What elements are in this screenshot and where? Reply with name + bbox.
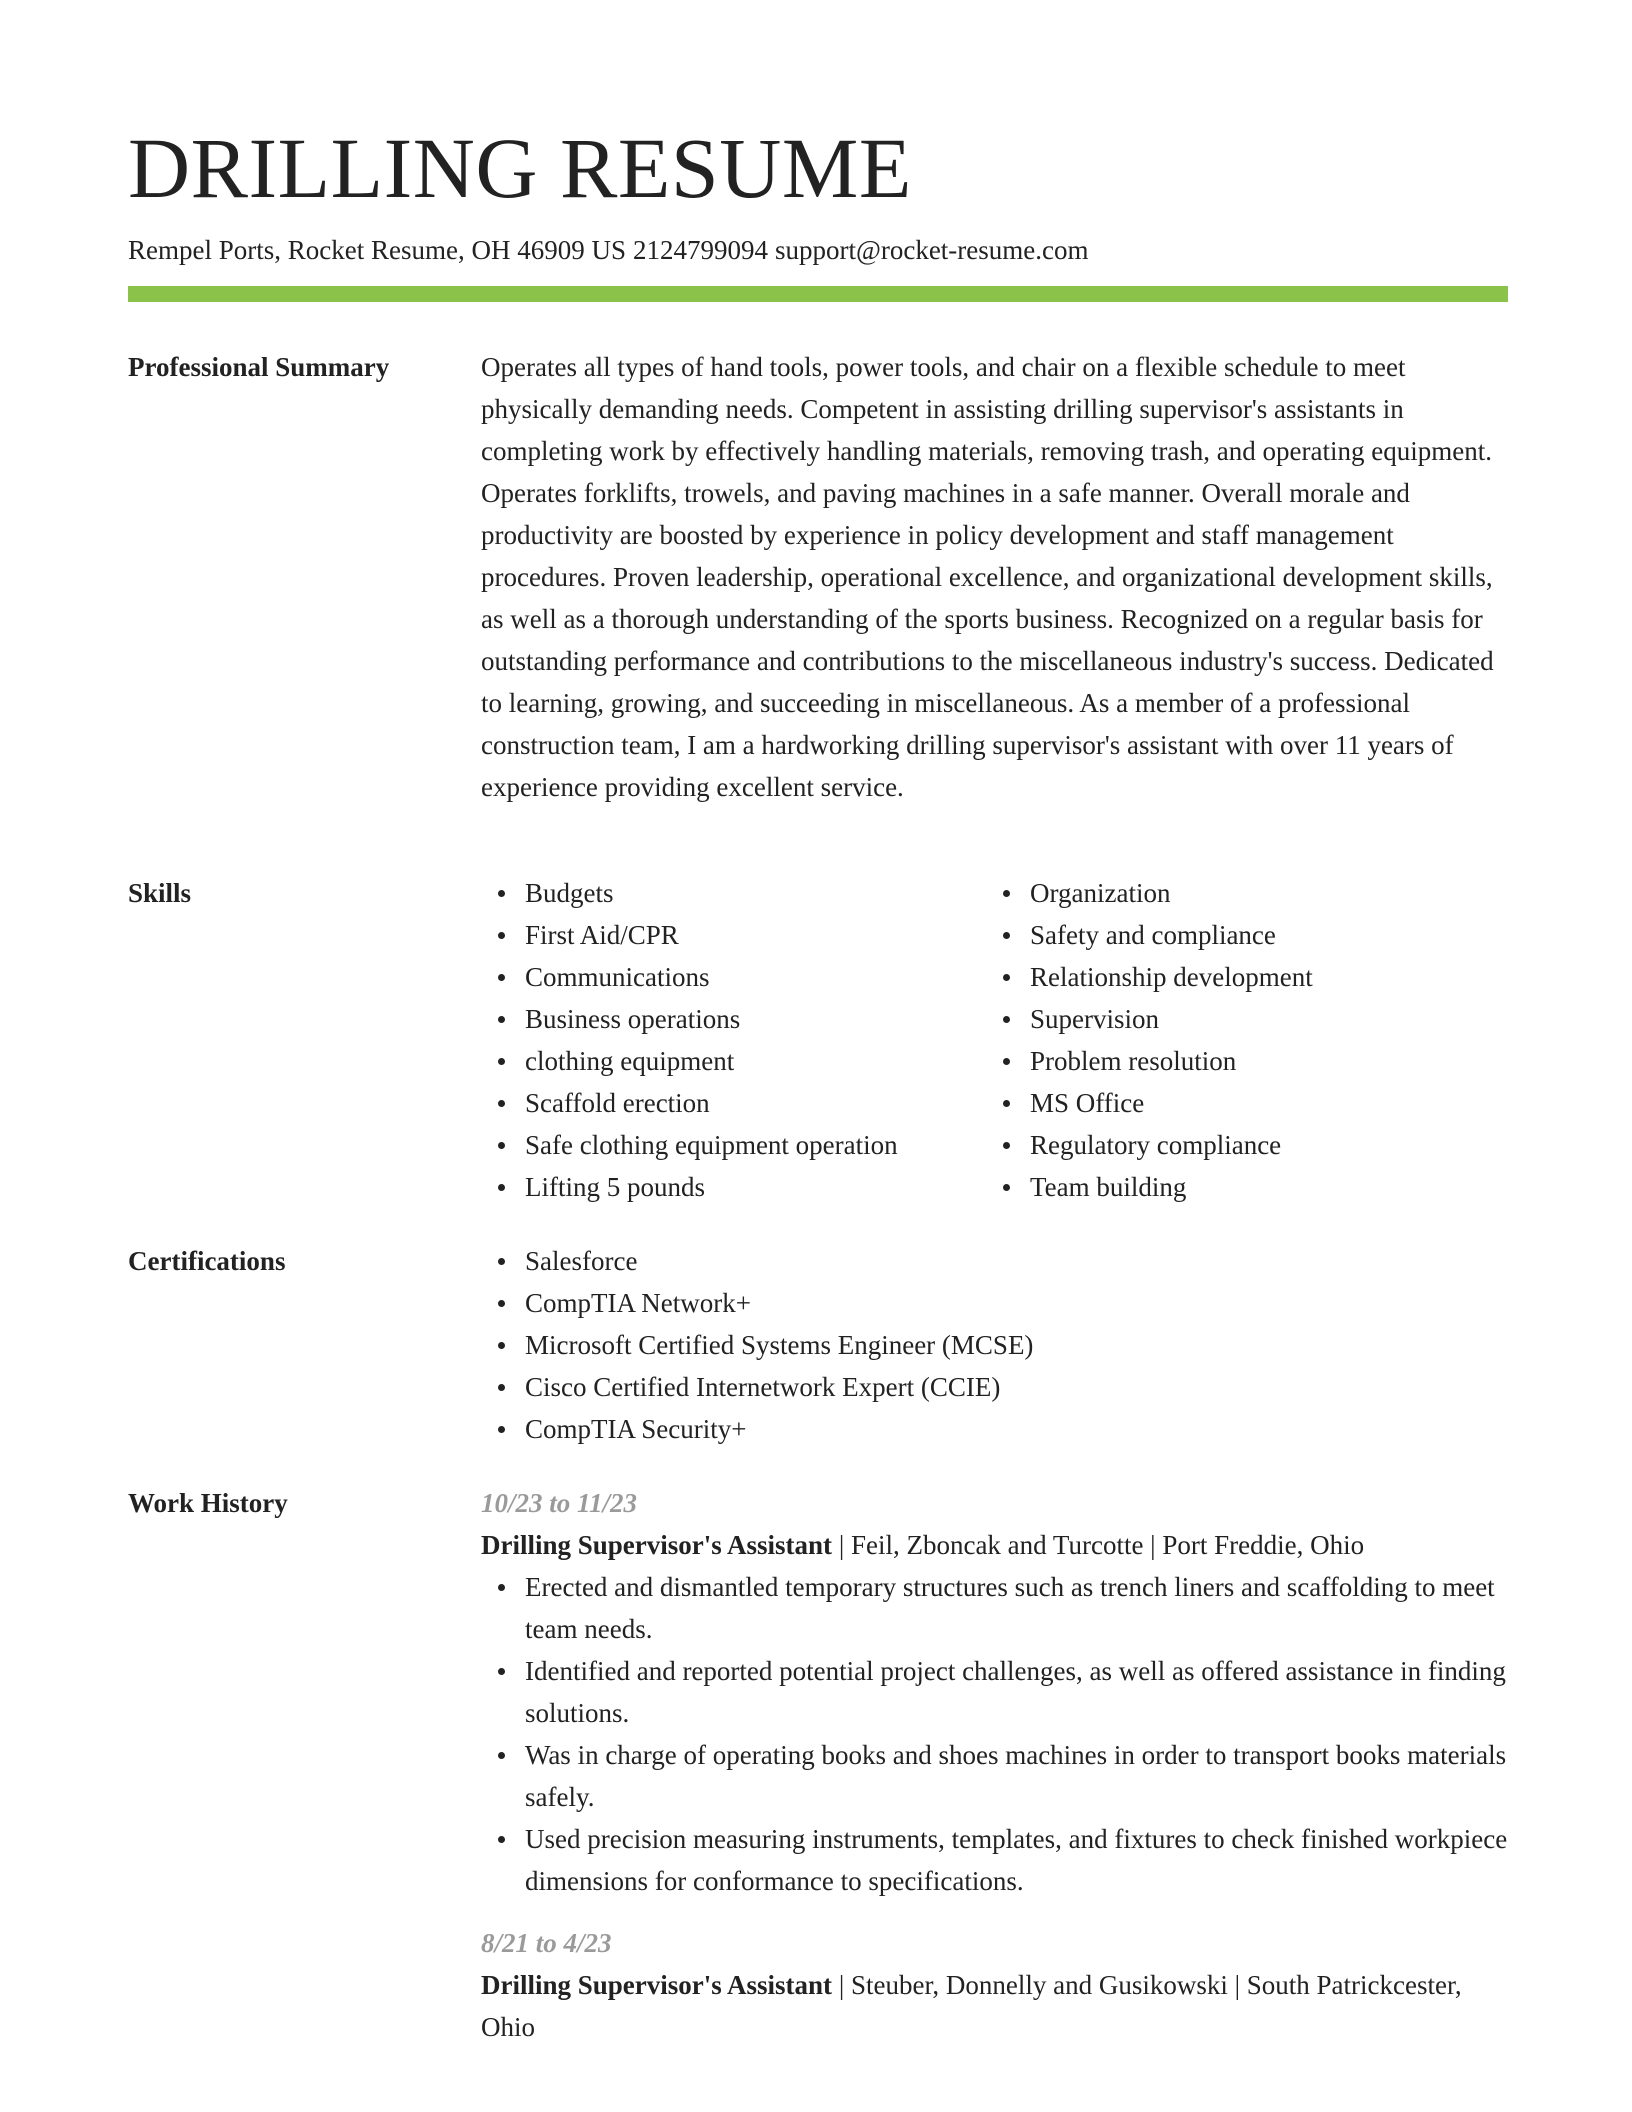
certifications-list (481, 1240, 1508, 1450)
job-duty-item: Identified and reported potential project challenges, as well as offered assistance in finding solutions. (525, 1650, 1508, 1734)
job-entry (481, 1482, 1508, 1902)
job-heading (481, 1964, 1508, 2048)
skill-item: clothing equipment (525, 1040, 986, 1082)
contact-email: support@rocket-resume.com (774, 235, 1089, 265)
skills-list-right (986, 872, 1491, 1208)
skill-item: Team building (1030, 1166, 1491, 1208)
certification-item: Cisco Certified Internetwork Expert (CCIE) (525, 1366, 1508, 1408)
job-duty-item: Used precision measuring instruments, templates, and fixtures to check finished workpiece dimensions for conformance to specifications. (525, 1818, 1508, 1902)
certification-item: CompTIA Security+ (525, 1408, 1508, 1450)
job-entry (481, 1922, 1508, 2048)
skill-item: Budgets (525, 872, 986, 914)
skill-item: Organization (1030, 872, 1491, 914)
certification-item: Microsoft Certified Systems Engineer (MCSE) (525, 1324, 1508, 1366)
work-history-body (481, 1482, 1508, 2048)
skill-item: Communications (525, 956, 986, 998)
skills-column-left (481, 872, 986, 1208)
resume-title: DRILLING RESUME (128, 120, 912, 216)
skill-item: Problem resolution (1030, 1040, 1491, 1082)
summary-body (481, 346, 1508, 808)
job-role: Drilling Supervisor's Assistant (481, 1530, 833, 1560)
job-duty-item: Was in charge of operating books and shoes machines in order to transport books materials safely. (525, 1734, 1508, 1818)
skill-item: Scaffold erection (525, 1082, 986, 1124)
job-dates: 10/23 to 11/23 (481, 1488, 638, 1518)
skill-item: Regulatory compliance (1030, 1124, 1491, 1166)
certification-item: Salesforce (525, 1240, 1508, 1282)
job-company-location: | Steuber, Donnelly and Gusikowski | South Patrickcester, Ohio (481, 1970, 1469, 2042)
job-heading (481, 1524, 1508, 1566)
skill-item: Lifting 5 pounds (525, 1166, 986, 1208)
work-history-label: Work History (128, 1488, 288, 1518)
skill-item: Supervision (1030, 998, 1491, 1040)
contact-address: Rempel Ports, Rocket Resume, OH 46909 US (128, 235, 626, 265)
contact-phone: 2124799094 (632, 235, 768, 265)
skills-label: Skills (128, 878, 192, 908)
skill-item: MS Office (1030, 1082, 1491, 1124)
job-dates: 8/21 to 4/23 (481, 1928, 612, 1958)
job-duty-item: Erected and dismantled temporary structures such as trench liners and scaffolding to meet team needs. (525, 1566, 1508, 1650)
certifications-label: Certifications (128, 1246, 286, 1276)
skill-item: Business operations (525, 998, 986, 1040)
skill-item: First Aid/CPR (525, 914, 986, 956)
job-role: Drilling Supervisor's Assistant (481, 1970, 833, 2000)
summary-label: Professional Summary (128, 352, 390, 382)
contact-line (128, 230, 1089, 270)
summary-text: Operates all types of hand tools, power tools, and chair on a flexible schedule to meet physically demanding needs. Competent in assisting drilling supervisor's assistants in completing work by effectively handling materials, removing trash, and operating equipment. Operates forklifts, trowels, and paving machines in a safe manner. Overall morale and productivity are boosted by experience in policy development and staff management procedures. Proven leadership, operational excellence, and organizational development skills, as well as a thorough understanding of the sports business. Recognized on a regular basis for outstanding performance and contributions to the miscellaneous industry's success. Dedicated to learning, growing, and succeeding in miscellaneous. As a member of a professional construction team, I am a hardworking drilling supervisor's assistant with over 11 years of experience providing excellent service. (481, 352, 1494, 802)
job-duties-list (481, 1566, 1508, 1902)
skill-item: Safe clothing equipment operation (525, 1124, 986, 1166)
header-divider (128, 286, 1508, 302)
job-company-location: | Feil, Zboncak and Turcotte | Port Freddie, Ohio (832, 1530, 1365, 1560)
skills-list-left (481, 872, 986, 1208)
skills-column-right (986, 872, 1491, 1208)
certification-item: CompTIA Network+ (525, 1282, 1508, 1324)
skill-item: Relationship development (1030, 956, 1491, 998)
skill-item: Safety and compliance (1030, 914, 1491, 956)
certifications-body (481, 1240, 1508, 1450)
